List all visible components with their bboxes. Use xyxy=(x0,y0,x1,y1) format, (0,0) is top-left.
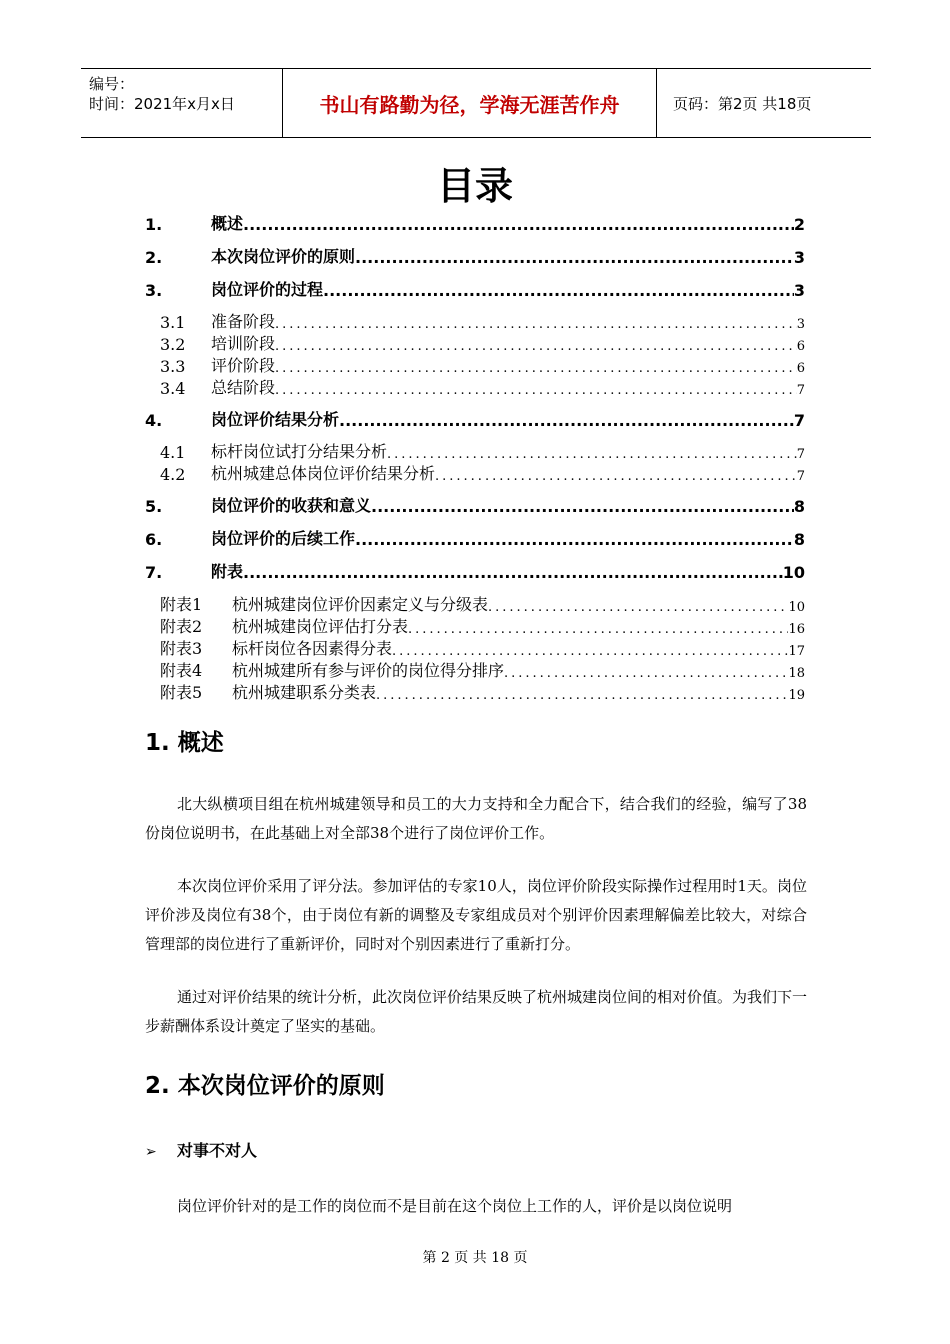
toc-entry-page: 6 xyxy=(796,339,805,354)
toc-entry-text: 准备阶段 xyxy=(211,312,276,331)
header-meta xyxy=(81,69,281,137)
toc-leader xyxy=(275,317,797,332)
toc-entry-number: 附表4 xyxy=(160,661,203,680)
toc-entry-text: 杭州城建岗位评价因素定义与分级表 xyxy=(232,595,489,614)
date-label: 时间：2021年x月x日 xyxy=(89,95,235,113)
toc-entry[interactable] xyxy=(145,212,805,234)
toc-entry-page: 10 xyxy=(788,600,805,615)
toc-leader xyxy=(408,622,788,637)
toc-entry[interactable] xyxy=(160,310,805,332)
toc-leader xyxy=(488,600,788,615)
toc-entry[interactable] xyxy=(160,659,805,681)
toc-entry-number: 附表1 xyxy=(160,595,203,614)
toc-entry-page: 6 xyxy=(796,361,805,376)
toc-entry-text: 杭州城建总体岗位评价结果分析 xyxy=(211,464,436,483)
section-1-paragraph-1: 北大纵横项目组在杭州城建领导和员工的大力支持和全力配合下，结合我们的经验，编写了38份岗位说明书，在此基础上对全部38个进行了岗位评价工作。 xyxy=(145,795,807,842)
toc-entry-number: 4. xyxy=(145,411,163,430)
toc-entry-text: 标杆岗位试打分结果分析 xyxy=(211,442,388,461)
toc-entry-text: 杭州城建职系分类表 xyxy=(232,683,377,702)
toc-entry-page: 16 xyxy=(788,622,805,637)
toc-entry-number: 5. xyxy=(145,497,163,516)
toc-entry-text: 培训阶段 xyxy=(211,334,276,353)
page-footer: 第 2 页 共 18 页 xyxy=(422,1250,528,1266)
toc-leader xyxy=(355,248,794,267)
toc-entry-number: 3.1 xyxy=(160,313,186,332)
section-2-heading: 2. 本次岗位评价的原则 xyxy=(145,1073,385,1099)
toc-entry-number: 3.3 xyxy=(160,357,186,376)
toc-entry-number: 3.4 xyxy=(160,379,186,398)
toc-entry-page: 8 xyxy=(793,497,805,516)
principle-bullet-text: 对事不对人 xyxy=(177,1141,258,1160)
toc-entry-page: 7 xyxy=(796,383,805,398)
toc-entry-page: 3 xyxy=(793,248,805,267)
toc-entry[interactable] xyxy=(145,560,805,582)
toc-leader xyxy=(275,339,797,354)
toc-entry-page: 10 xyxy=(782,563,805,582)
toc-entry-text: 杭州城建所有参与评价的岗位得分排序 xyxy=(232,661,505,680)
toc-entry-page: 19 xyxy=(788,688,805,703)
toc-entry-text: 杭州城建岗位评估打分表 xyxy=(232,617,409,636)
toc-entry-text: 标杆岗位各因素得分表 xyxy=(232,639,393,658)
toc-entry-page: 3 xyxy=(793,281,805,300)
toc-entry-text: 岗位评价的后续工作 xyxy=(211,529,356,548)
toc-entry[interactable] xyxy=(160,440,805,462)
section-1-paragraph-3: 通过对评价结果的统计分析，此次岗位评价结果反映了杭州城建岗位间的相对价值。为我们下一步薪酬体系设计奠定了坚实的基础。 xyxy=(145,988,808,1035)
toc-leader xyxy=(504,666,788,681)
toc-entry[interactable] xyxy=(145,278,805,300)
toc-leader xyxy=(355,530,794,549)
toc-entry-text: 岗位评价结果分析 xyxy=(211,410,340,429)
principle-bullet xyxy=(145,1138,257,1161)
section-1-heading: 1. 概述 xyxy=(145,730,224,756)
page-header xyxy=(81,68,871,138)
toc-entry-number: 4.2 xyxy=(160,465,186,484)
toc-entry-number: 3.2 xyxy=(160,335,186,354)
toc-leader xyxy=(339,411,794,430)
toc-entry-number: 附表5 xyxy=(160,683,203,702)
toc-entry[interactable] xyxy=(145,408,805,430)
toc-entry[interactable] xyxy=(160,376,805,398)
toc-leader xyxy=(387,447,797,462)
toc-leader xyxy=(275,361,797,376)
toc-entry-page: 3 xyxy=(796,317,805,332)
header-page-info xyxy=(665,69,871,137)
toc-entry[interactable] xyxy=(160,332,805,354)
page-info-text: 页码：第2页 共18页 xyxy=(673,94,812,113)
toc-entry-text: 岗位评价的过程 xyxy=(211,280,324,299)
toc-entry-page: 7 xyxy=(796,447,805,462)
toc-entry[interactable] xyxy=(160,681,805,703)
toc-entry[interactable] xyxy=(160,354,805,376)
toc-entry-text: 岗位评价的收获和意义 xyxy=(211,496,372,515)
toc-entry-number: 6. xyxy=(145,530,163,549)
toc-entry[interactable] xyxy=(160,462,805,484)
toc-entry-page: 7 xyxy=(796,469,805,484)
toc-leader xyxy=(243,215,794,234)
header-motto: 书山有路勤为径，学海无涯苦作舟 xyxy=(282,69,657,137)
toc-entry[interactable] xyxy=(160,593,805,615)
toc-entry-number: 2. xyxy=(145,248,163,267)
toc-entry-text: 附表 xyxy=(211,562,244,581)
toc-entry-text: 概述 xyxy=(211,214,244,233)
toc-entry-number: 1. xyxy=(145,215,163,234)
toc-entry-page: 18 xyxy=(788,666,805,681)
toc-entry-number: 附表3 xyxy=(160,639,203,658)
toc-leader xyxy=(435,469,797,484)
section-1-paragraph-2: 本次岗位评价采用了评分法。参加评估的专家10人，岗位评价阶段实际操作过程用时1天。岗位评价涉及岗位有38个，由于岗位有新的调整及专家组成员对个别评价因素理解偏差比较大，对综合管理部的岗位进行了重新评价，同时对个别因素进行了重新打分。 xyxy=(145,877,807,953)
toc-entry-text: 总结阶段 xyxy=(211,378,276,397)
toc-entry-number: 附表2 xyxy=(160,617,203,636)
arrow-bullet-icon: ➢ xyxy=(145,1144,157,1160)
toc-entry-text: 本次岗位评价的原则 xyxy=(211,247,356,266)
toc-entry-number: 4.1 xyxy=(160,443,186,462)
toc-entry-page: 7 xyxy=(793,411,805,430)
number-label: 编号： xyxy=(89,75,135,93)
section-2-paragraph: 岗位评价针对的是工作的岗位而不是目前在这个岗位上工作的人，评价是以岗位说明 xyxy=(177,1197,733,1215)
toc-leader xyxy=(392,644,788,659)
toc-leader xyxy=(371,497,794,516)
toc-entry[interactable] xyxy=(160,615,805,637)
toc-entry-page: 8 xyxy=(793,530,805,549)
toc-leader xyxy=(275,383,797,398)
toc-entry[interactable] xyxy=(145,494,805,516)
toc-entry-number: 7. xyxy=(145,563,163,582)
toc-entry-page: 2 xyxy=(793,215,805,234)
toc-entry[interactable] xyxy=(160,637,805,659)
toc-leader xyxy=(323,281,794,300)
toc-leader xyxy=(376,688,788,703)
toc-entry[interactable] xyxy=(145,527,805,549)
toc-entry-page: 17 xyxy=(788,644,805,659)
toc-entry-text: 评价阶段 xyxy=(211,356,276,375)
toc-entry-number: 3. xyxy=(145,281,163,300)
toc-entry[interactable] xyxy=(145,245,805,267)
toc-leader xyxy=(243,563,783,582)
toc-title: 目录 xyxy=(436,164,513,208)
